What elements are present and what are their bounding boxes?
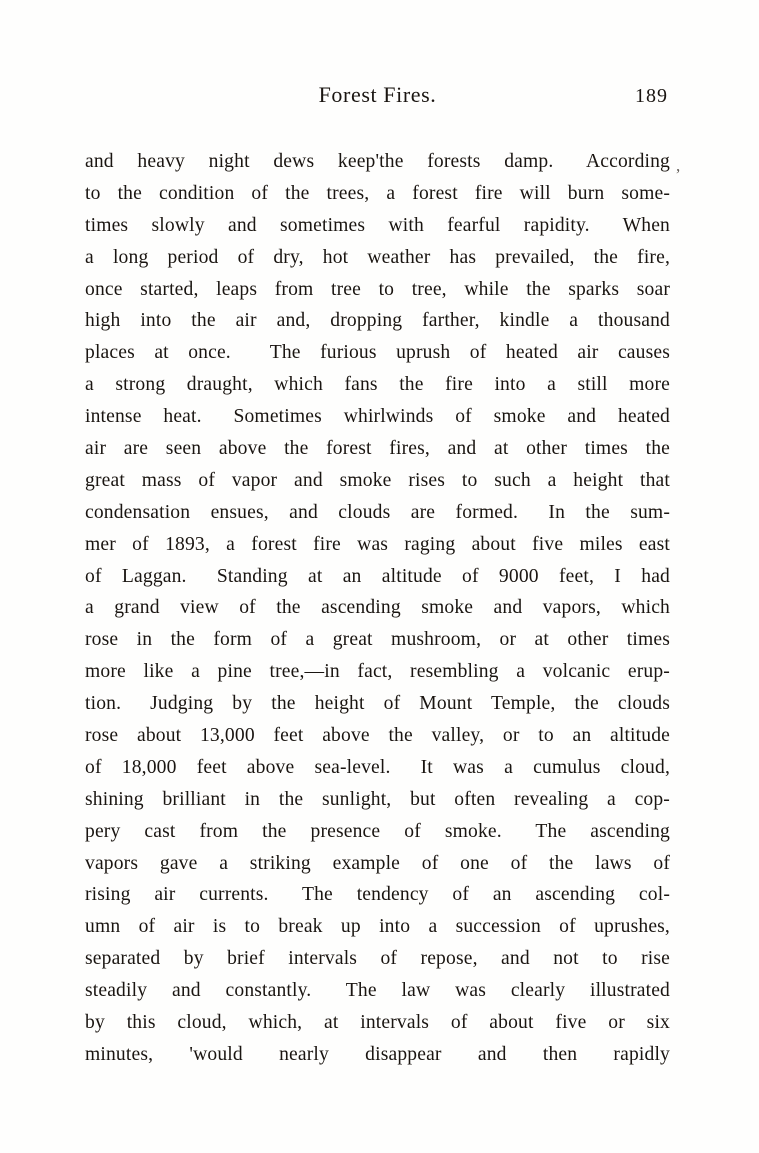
text-line: a grand view of the ascending smoke and vapors, which: [85, 597, 670, 619]
text-line: once started, leaps from tree to tree, while the sparks soar: [85, 278, 670, 300]
text-line: a strong draught, which fans the fire into a still more: [85, 374, 670, 396]
text-line: rising air currents. The tendency of an ascending col-: [85, 884, 670, 906]
text-line: condensation ensues, and clouds are formed. In the sum-: [85, 501, 670, 523]
page-number: 189: [635, 85, 668, 107]
text-line: great mass of vapor and smoke rises to such a height that: [85, 469, 670, 491]
text-line: times slowly and sometimes with fearful rapidity. When: [85, 214, 670, 236]
print-artifact-comma: ,: [676, 156, 681, 175]
text-line: places at once. The furious uprush of heated air causes: [85, 342, 670, 364]
text-line: rose in the form of a great mushroom, or at other times: [85, 629, 670, 651]
text-line: shining brilliant in the sunlight, but often revealing a cop-: [85, 788, 670, 810]
text-line: of Laggan. Standing at an altitude of 9000 feet, I had: [85, 565, 670, 587]
text-line: air are seen above the forest fires, and at other times the: [85, 438, 670, 460]
chapter-title: Forest Fires.: [318, 82, 437, 107]
text-line: a long period of dry, hot weather has prevailed, the fire,: [85, 246, 670, 268]
text-line: intense heat. Sometimes whirlwinds of smoke and heated: [85, 406, 670, 428]
text-line: umn of air is to break up into a succession of uprushes,: [85, 916, 670, 938]
text-line: and heavy night dews keep'the forests damp. According: [85, 151, 670, 172]
text-line: rose about 13,000 feet above the valley, or to an altitude: [85, 725, 670, 747]
text-line: mer of 1893, a forest fire was raging about five miles east: [85, 533, 670, 555]
text-line: separated by brief intervals of repose, and not to rise: [85, 948, 670, 970]
text-line: steadily and constantly. The law was clearly illustrated: [85, 980, 670, 1002]
text-line: of 18,000 feet above sea-level. It was a cumulus cloud,: [85, 756, 670, 778]
running-head: [85, 82, 670, 110]
body-text: [85, 146, 670, 1071]
text-line: by this cloud, which, at intervals of about five or six: [85, 1012, 670, 1034]
text-line: pery cast from the presence of smoke. The ascending: [85, 820, 670, 842]
text-line: high into the air and, dropping farther, kindle a thousand: [85, 310, 670, 332]
text-line: minutes, 'would nearly disappear and then rapidly: [85, 1043, 670, 1065]
text-line: vapors gave a striking example of one of the laws of: [85, 852, 670, 874]
text-line: tion. Judging by the height of Mount Temple, the clouds: [85, 693, 670, 715]
text-line: more like a pine tree,—in fact, resembling a volcanic erup-: [85, 661, 670, 683]
text-line: to the condition of the trees, a forest fire will burn some-: [85, 182, 670, 204]
